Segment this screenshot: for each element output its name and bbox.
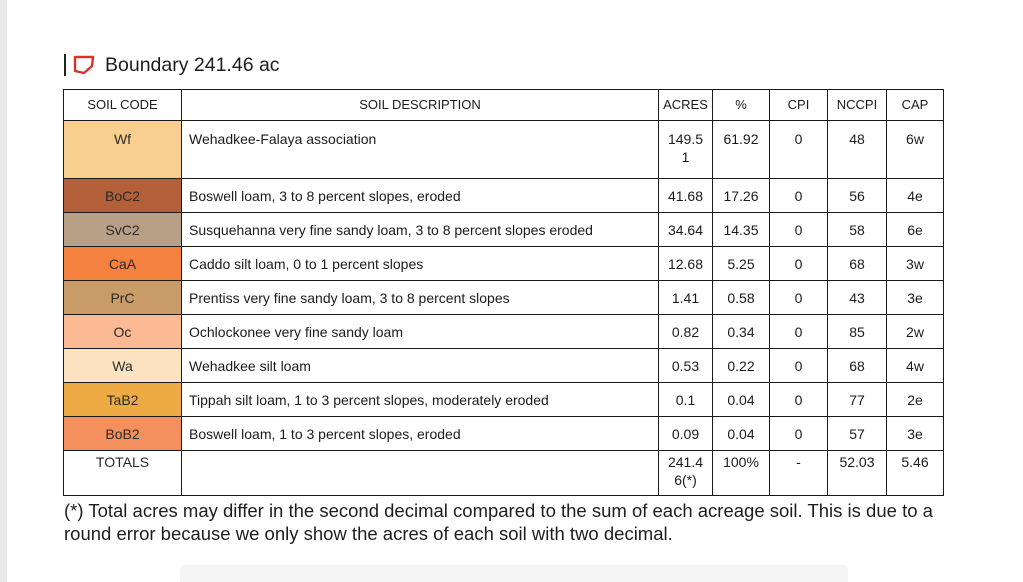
cap-cell: 6w — [887, 121, 944, 179]
cap-cell: 2e — [887, 383, 944, 417]
soil-code-cell: Wf — [64, 121, 182, 179]
totals-description-cell — [182, 451, 659, 496]
acres-cell: 0.1 — [659, 383, 713, 417]
heading-divider — [64, 54, 66, 76]
totals-cpi-cell: - — [770, 451, 828, 496]
acres-value: 149.5 1 — [667, 131, 704, 165]
footnote: (*) Total acres may differ in the second decimal compared to the sum of each acreage soil. This is due to a round error because we only show the acres of each soil with two decimal. — [64, 500, 933, 544]
nccpi-cell: 85 — [828, 315, 887, 349]
soil-code-cell: Oc — [64, 315, 182, 349]
acres-cell: 0.53 — [659, 349, 713, 383]
cap-cell: 6e — [887, 213, 944, 247]
nccpi-cell: 57 — [828, 417, 887, 451]
header-row — [64, 90, 944, 121]
cap-cell: 3e — [887, 281, 944, 315]
cap-cell: 4e — [887, 179, 944, 213]
table-row — [64, 315, 944, 349]
soil-description-cell: Susquehanna very fine sandy loam, 3 to 8 percent slopes eroded — [182, 213, 659, 247]
acres-cell: 12.68 — [659, 247, 713, 281]
soil-code-cell: SvC2 — [64, 213, 182, 247]
totals-row — [64, 451, 944, 496]
percent-cell: 61.92 — [713, 121, 770, 179]
acres-cell: 0.09 — [659, 417, 713, 451]
nccpi-cell: 77 — [828, 383, 887, 417]
percent-cell: 14.35 — [713, 213, 770, 247]
boundary-title: Boundary 241.46 ac — [105, 53, 280, 76]
table-row — [64, 417, 944, 451]
percent-cell: 0.58 — [713, 281, 770, 315]
totals-nccpi-cell: 52.03 — [828, 451, 887, 496]
cpi-cell: 0 — [770, 121, 828, 179]
percent-cell: 0.34 — [713, 315, 770, 349]
col-header-cap: CAP — [887, 90, 944, 121]
soil-description-cell: Ochlockonee very fine sandy loam — [182, 315, 659, 349]
cap-cell: 3e — [887, 417, 944, 451]
cap-cell: 2w — [887, 315, 944, 349]
percent-cell: 0.22 — [713, 349, 770, 383]
soil-table — [63, 89, 944, 496]
totals-cap-cell: 5.46 — [887, 451, 944, 496]
soil-description-cell: Wehadkee silt loam — [182, 349, 659, 383]
table-row — [64, 383, 944, 417]
percent-cell: 5.25 — [713, 247, 770, 281]
polygon-boundary-icon — [72, 54, 96, 76]
totals-acres-cell — [659, 451, 713, 496]
soil-code-cell: BoB2 — [64, 417, 182, 451]
soil-code-cell: CaA — [64, 247, 182, 281]
boundary-heading — [64, 52, 280, 78]
col-header-nccpi: NCCPI — [828, 90, 887, 121]
nccpi-cell: 68 — [828, 247, 887, 281]
soil-code-cell: TaB2 — [64, 383, 182, 417]
cpi-cell: 0 — [770, 315, 828, 349]
acres-cell: 1.41 — [659, 281, 713, 315]
cap-cell: 3w — [887, 247, 944, 281]
totals-label: TOTALS — [64, 451, 182, 496]
nccpi-cell: 56 — [828, 179, 887, 213]
cpi-cell: 0 — [770, 179, 828, 213]
acres-cell — [659, 121, 713, 179]
totals-acres-value: 241.4 6(*) — [667, 454, 704, 488]
soil-code-cell: Wa — [64, 349, 182, 383]
bottom-panel-edge — [180, 565, 848, 582]
table-row — [64, 179, 944, 213]
cpi-cell: 0 — [770, 349, 828, 383]
col-header-soil-code: SOIL CODE — [64, 90, 182, 121]
soil-code-cell: BoC2 — [64, 179, 182, 213]
cpi-cell: 0 — [770, 281, 828, 315]
acres-cell: 34.64 — [659, 213, 713, 247]
col-header-percent: % — [713, 90, 770, 121]
soil-description-cell: Caddo silt loam, 0 to 1 percent slopes — [182, 247, 659, 281]
page-edge — [0, 0, 7, 582]
col-header-cpi: CPI — [770, 90, 828, 121]
acres-cell: 0.82 — [659, 315, 713, 349]
nccpi-cell: 43 — [828, 281, 887, 315]
table-row — [64, 121, 944, 179]
nccpi-cell: 48 — [828, 121, 887, 179]
col-header-soil-description: SOIL DESCRIPTION — [182, 90, 659, 121]
acres-cell: 41.68 — [659, 179, 713, 213]
soil-description-cell: Tippah silt loam, 1 to 3 percent slopes, moderately eroded — [182, 383, 659, 417]
nccpi-cell: 68 — [828, 349, 887, 383]
soil-description-cell: Boswell loam, 3 to 8 percent slopes, eroded — [182, 179, 659, 213]
soil-code-cell: PrC — [64, 281, 182, 315]
percent-cell: 17.26 — [713, 179, 770, 213]
soil-description-cell: Wehadkee-Falaya association — [182, 121, 659, 179]
totals-percent-cell: 100% — [713, 451, 770, 496]
table-row — [64, 213, 944, 247]
cpi-cell: 0 — [770, 383, 828, 417]
table-row — [64, 349, 944, 383]
percent-cell: 0.04 — [713, 417, 770, 451]
cpi-cell: 0 — [770, 417, 828, 451]
percent-cell: 0.04 — [713, 383, 770, 417]
soil-description-cell: Prentiss very fine sandy loam, 3 to 8 percent slopes — [182, 281, 659, 315]
cpi-cell: 0 — [770, 213, 828, 247]
soil-description-cell: Boswell loam, 1 to 3 percent slopes, eroded — [182, 417, 659, 451]
table-row — [64, 247, 944, 281]
col-header-acres: ACRES — [659, 90, 713, 121]
nccpi-cell: 58 — [828, 213, 887, 247]
cap-cell: 4w — [887, 349, 944, 383]
table-row — [64, 281, 944, 315]
cpi-cell: 0 — [770, 247, 828, 281]
